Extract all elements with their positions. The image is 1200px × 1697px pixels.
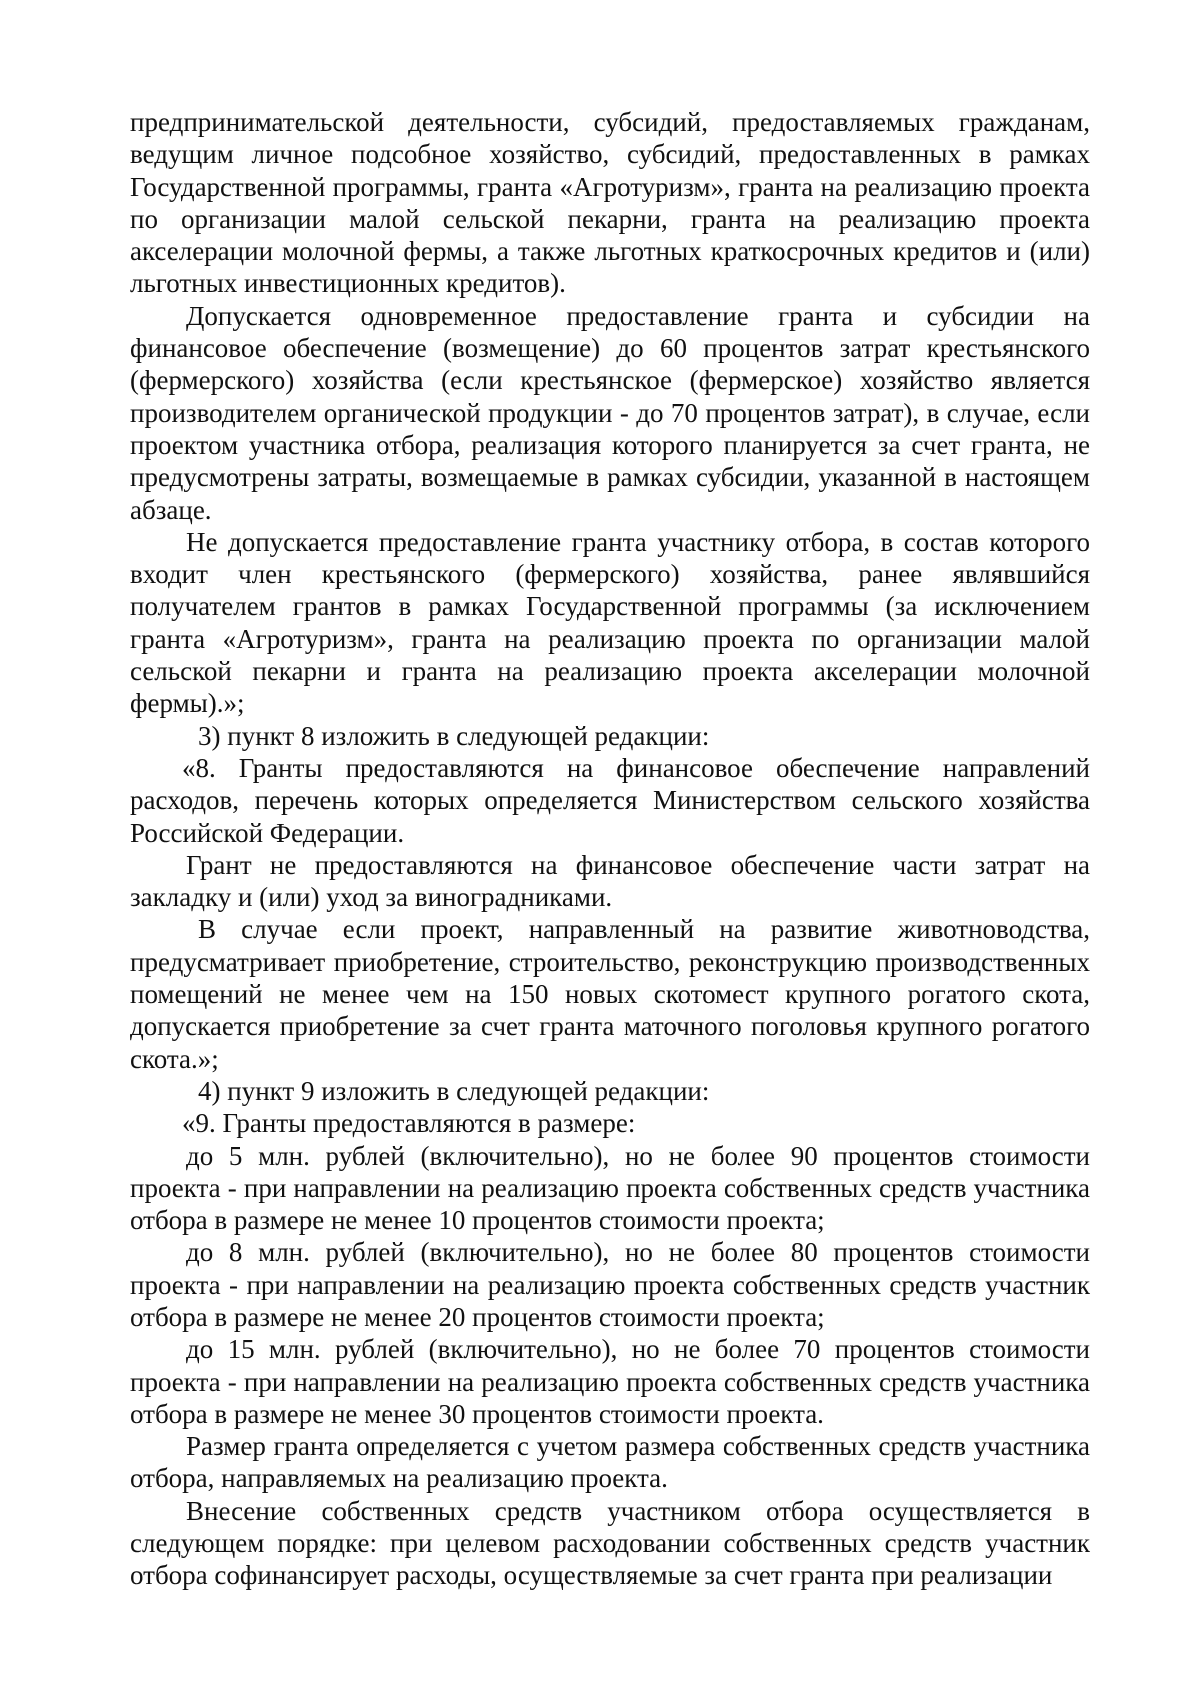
paragraph-grant-restriction: Не допускается предоставление гранта участнику отбора, в состав которого входит член крестьянского (фермерского) хозяйства, ранее являвшийся получателем грантов в рамках Государственной программы (за исключением гранта «Агротуризм», гранта на реализацию проекта по организации малой сельской пекарни и гранта на реализацию проекта акселерации молочной фермы).»;	[130, 526, 1090, 719]
paragraph-own-funds: Внесение собственных средств участником отбора осуществляется в следующем порядке: при целевом расходовании собственных средств участник отбора софинансирует расходы, осуществляемые за счет гранта при реализации	[130, 1495, 1090, 1591]
paragraph-continuation: предпринимательской деятельности, субсидий, предоставляемых гражданам, ведущим личное подсобное хозяйство, субсидий, предоставленных в рамках Государственной программы, гранта «Агротуризм», гранта на реализацию проекта по организации малой сельской пекарни, гранта на реализацию проекта акселерации молочной фермы, а также льготных краткосрочных кредитов и (или) льготных инвестиционных кредитов).	[130, 107, 1090, 299]
paragraph-amount-5mln: до 5 млн. рублей (включительно), но не более 90 процентов стоимости проекта - при направлении на реализацию проекта собственных средств участника отбора в размере не менее 10 процентов стоимости проекта;	[130, 1140, 1090, 1236]
paragraph-point-8: «8. Гранты предоставляются на финансовое обеспечение направлений расходов, перечень которых определяется Министерством сельского хозяйства Российской Федерации.	[130, 752, 1090, 848]
paragraph-livestock: В случае если проект, направленный на развитие животноводства, предусматривает приобретение, строительство, реконструкцию производственных помещений не менее чем на 150 новых скотомест крупного рогатого скота, допускается приобретение за счет гранта маточного поголовья крупного рогатого скота.»;	[130, 914, 1090, 1074]
paragraph-vineyards: Грант не предоставляются на финансовое обеспечение части затрат на закладку и (или) уход за виноградниками.	[130, 849, 1090, 913]
paragraph-amount-15mln: до 15 млн. рублей (включительно), но не более 70 процентов стоимости проекта - при направлении на реализацию проекта собственных средств участника отбора в размере не менее 30 процентов стоимости проекта.	[130, 1334, 1090, 1429]
paragraph-amount-8mln: до 8 млн. рублей (включительно), но не более 80 процентов стоимости проекта - при направлении на реализацию проекта собственных средств участник отбора в размере не менее 20 процентов стоимости проекта;	[130, 1237, 1090, 1332]
paragraph-point-9: «9. Гранты предоставляются в размере:	[182, 1108, 636, 1139]
paragraph-simultaneous-grant: Допускается одновременное предоставление гранта и субсидии на финансовое обеспечение (возмещение) до 60 процентов затрат крестьянского (фермерского) хозяйства (если крестьянское (фермерское) хозяйство является производителем органической продукции - до 70 процентов затрат), в случае, если проектом участника отбора, реализация которого планируется за счет гранта, не предусмотрены затраты, возмещаемые в рамках субсидии, указанной в настоящем абзаце.	[130, 300, 1090, 525]
document-page	[130, 106, 1090, 1592]
paragraph-grant-size: Размер гранта определяется с учетом размера собственных средств участника отбора, направляемых на реализацию проекта.	[130, 1431, 1090, 1494]
paragraph-item-4: 4) пункт 9 изложить в следующей редакции:	[198, 1075, 710, 1106]
paragraph-item-3: 3) пункт 8 изложить в следующей редакции:	[198, 720, 710, 751]
